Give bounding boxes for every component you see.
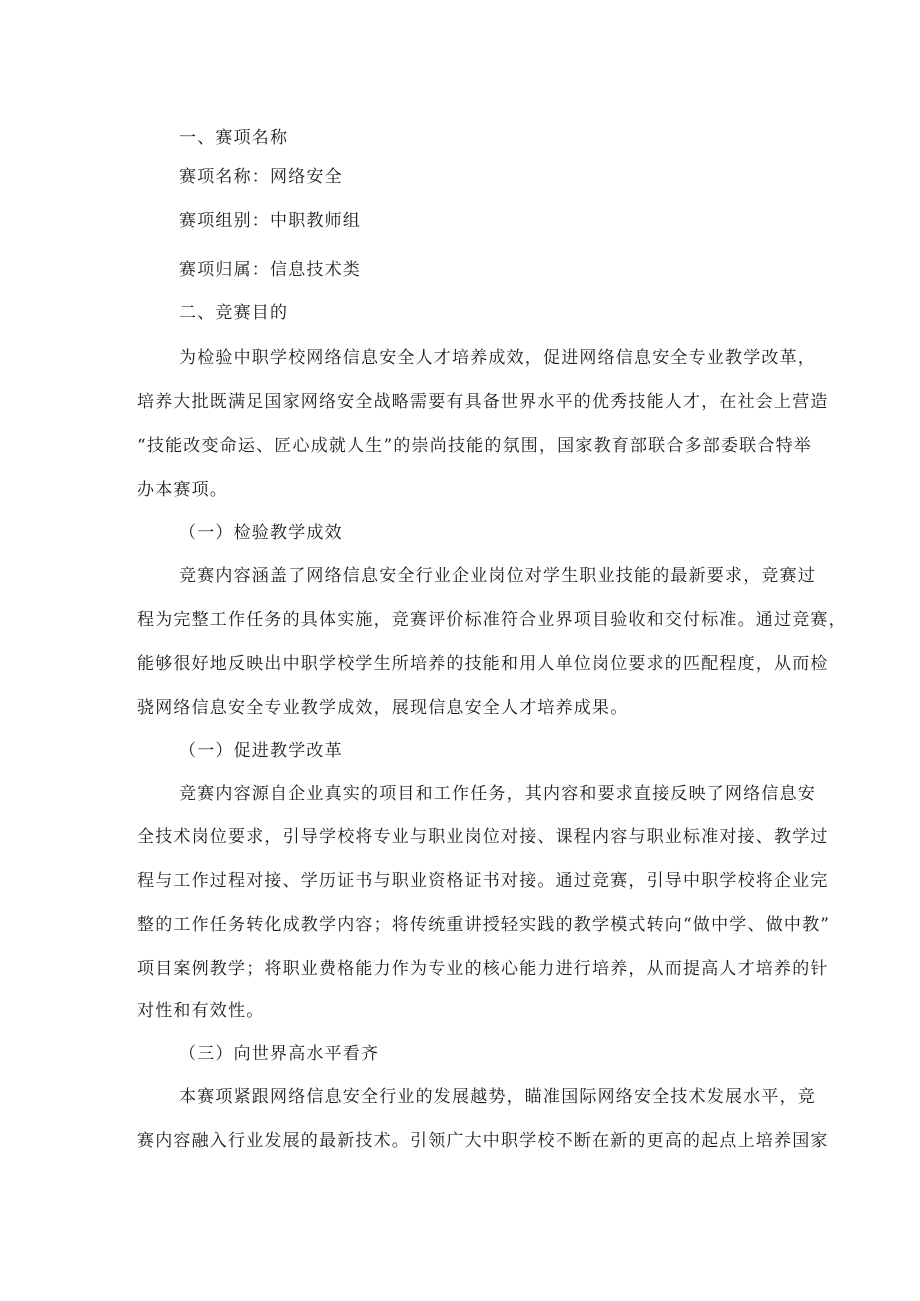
paragraph-3-line-1: 竞赛内容源自企业真实的项目和工作任务，其内容和要求直接反映了网络信息安	[179, 784, 816, 804]
paragraph-1-line-4: 办本赛项。	[137, 480, 228, 500]
paragraph-3-line-2: 全技术岗位要求，引导学校将专业与职业岗位对接、课程内容与职业标准对接、教学过	[137, 827, 829, 847]
paragraph-2-line-4: 骁网络信息安全专业教学成效，展现信息安全人才培养成果。	[137, 698, 629, 718]
subsection-heading-3: （三）向世界高水平看齐	[179, 1044, 380, 1064]
paragraph-1-line-3: “技能改变命运、匠心成就人生”的崇尚技能的氛围，国家教育部联合多部委联合特举	[137, 436, 812, 456]
paragraph-3-line-4: 整的工作任务转化成教学内容；将传统重讲授轻实践的教学模式转向“做中学、做中教”	[137, 915, 831, 935]
event-category: 赛项归属：信息技术类	[179, 260, 361, 280]
paragraph-3-line-6: 对性和有效性。	[137, 1001, 265, 1021]
paragraph-3-line-5: 项目案例教学；将职业费格能力作为专业的核心能力进行培养，从而提高人才培养的针	[137, 959, 829, 979]
event-name: 赛项名称：网络安全	[179, 167, 343, 187]
paragraph-2-line-2: 程为完整工作任务的具体实施，竞赛评价标准符合业界项目验收和交付标准。通过竞赛，	[137, 610, 847, 630]
paragraph-1-line-2: 培养大批既满足国家网络安全战略需要有具备世界水平的优秀技能人才，在社会上营造	[137, 392, 829, 412]
subsection-heading-1: （一）检验教学成效	[179, 523, 343, 543]
paragraph-4-line-1: 本赛项紧跟网络信息安全行业的发展越势，瞄准国际网络安全技术发展水平，竞	[179, 1087, 816, 1107]
section-heading-2: 二、竞赛目的	[179, 303, 289, 323]
paragraph-1-line-1: 为检验中职学校网络信息安全人才培养成效，促进网络信息安全专业教学改革，	[179, 348, 816, 368]
subsection-heading-2: （一）促进教学改革	[179, 741, 343, 761]
paragraph-2-line-1: 竞赛内容涵盖了网络信息安全行业企业岗位对学生职业技能的最新要求，竞赛过	[179, 566, 816, 586]
event-group: 赛项组别：中职教师组	[179, 211, 361, 231]
paragraph-4-line-2: 赛内容融入行业发展的最新技术。引领广大中职学校不断在新的更高的起点上培养国家	[137, 1131, 829, 1151]
paragraph-3-line-3: 程与工作过程对接、学历证书与职业资格证书对接。通过竞赛，引导中职学校将企业完	[137, 871, 829, 891]
paragraph-2-line-3: 能够很好地反映出中职学校学生所培养的技能和用人单位岗位要求的匹配程度，从而检	[137, 654, 829, 674]
section-heading-1: 一、赛项名称	[179, 128, 289, 148]
